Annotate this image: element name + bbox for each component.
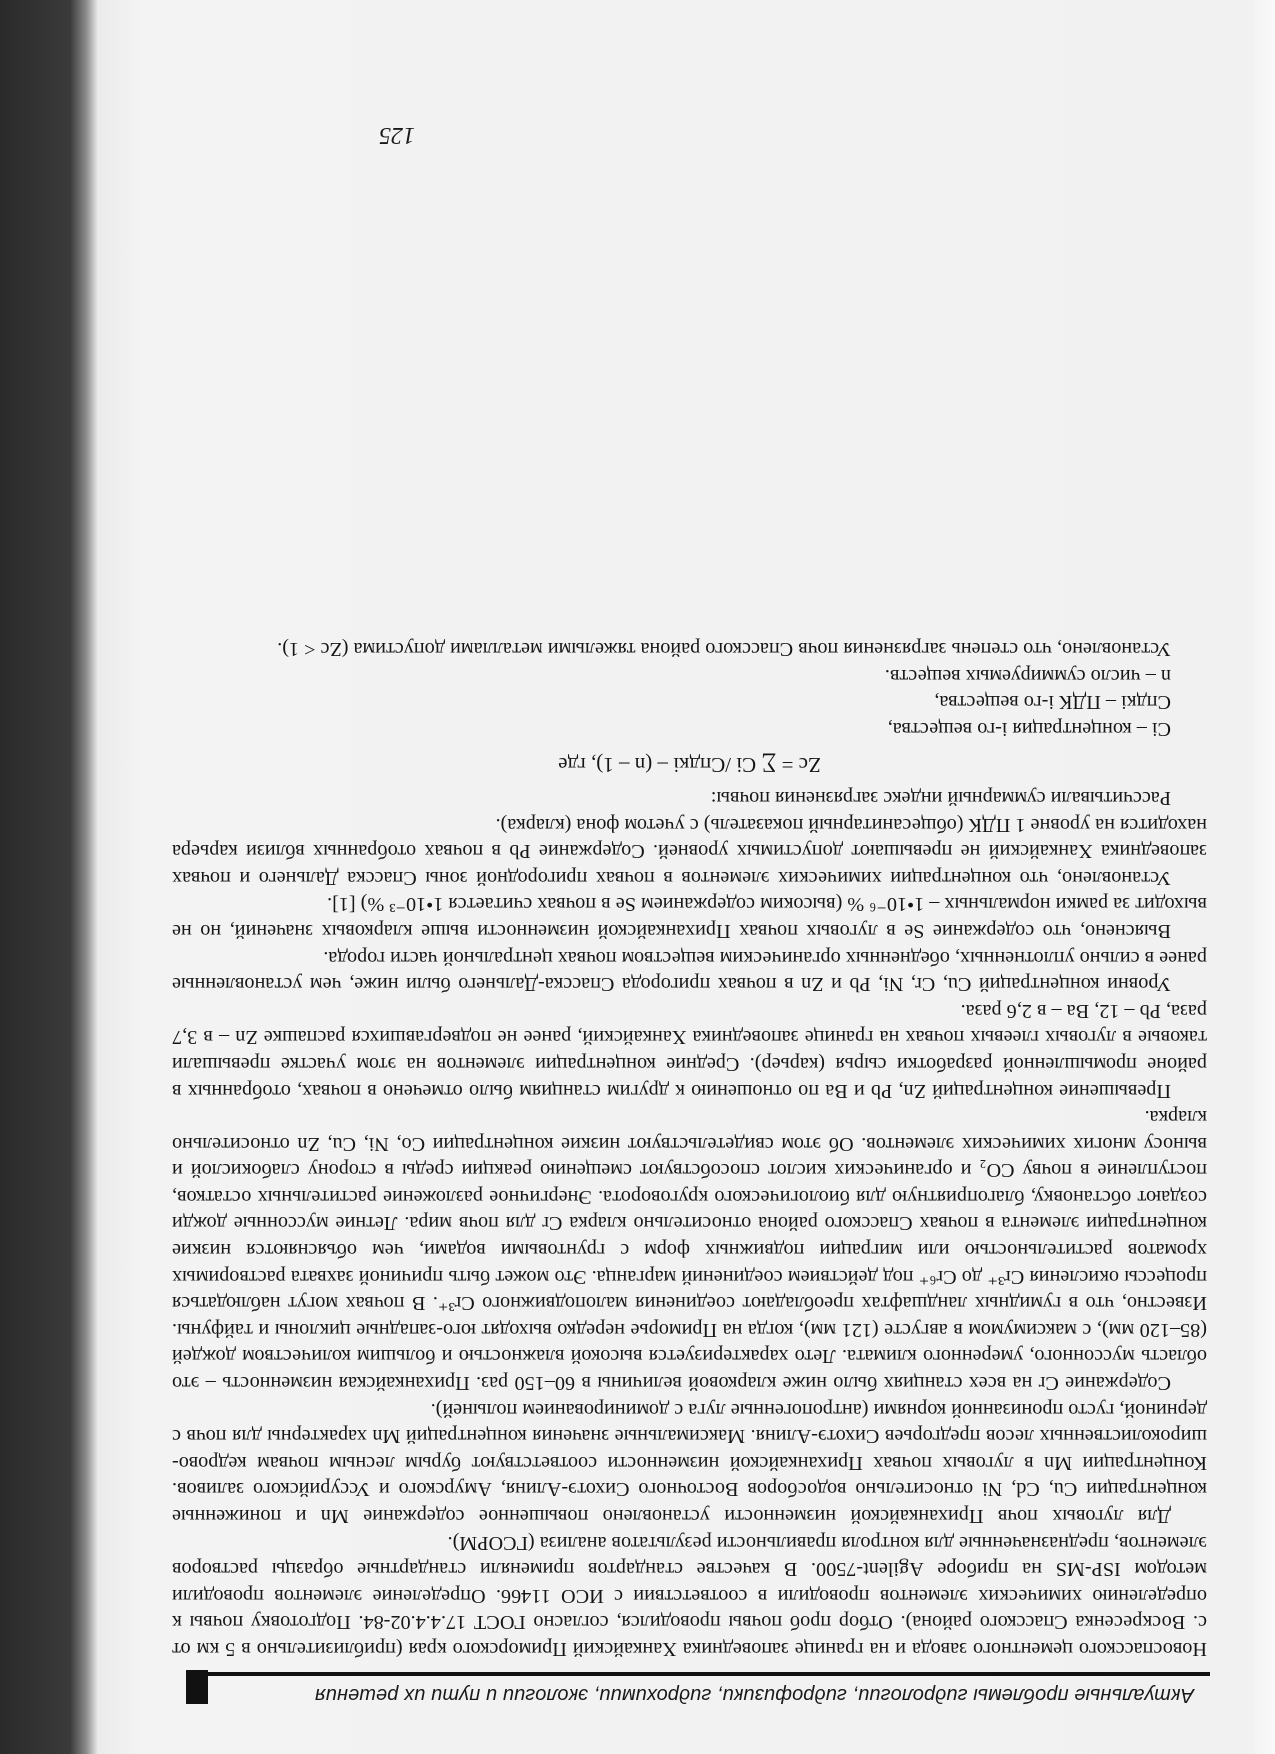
- conclusion-paragraph: Установлено, что степень загрязнения почв Спасского района тяжелыми металлами допустима (Zc < 1).: [277, 638, 1171, 661]
- article-body: [172, 635, 1207, 1662]
- legend-line: Ci – концентрация i-го вещества,: [887, 717, 1171, 740]
- paragraph: Уровни концентраций Cu, Cr, Ni, Pb и Zn в почвах пригорода Спасска-Дальнего были ниже, чем установленные ранее в сильно уплотненных, обедненных органическим веществом почвах центральной части города.: [172, 946, 1207, 996]
- formula: Zc = ∑ Ci /Спдкi – (n – 1), где: [558, 753, 821, 778]
- paragraph: Новоспасского цементного завода и на границе заповедника Ханкайский Приморского края (приблизительно в 5 км от с. Воскресенка Спасского района). Отбор проб почвы проводился, согласно ГОСТ 17.4.4.02-84. Подготовку почвы к определению химических элементов проводили в соответствии с ИСО 11466. Определение элементов проводили методом ISP-MS на приборе Agilent-7500. В качестве стандартов применяли стандартные образцы растворов элементов, предназначенные для контроля правильности результатов анализа (ГСОРМ).: [172, 1531, 1207, 1660]
- paragraph: Содержание Cr на всех станциях было ниже кларковой величины в 60–150 раз. Приханкайская низменность – это область муссонного, умеренного климата. Лето характеризуется высокой влажностью и большим количеством дождей (85–120 мм), с максимумом в августе (121 мм), когда на Приморье нередко выходят юго-западные циклоны и тайфуны. Известно, что в гумидных ландшафтах преобладают соединения малоподвижного Cr³⁺. В почвах могут наблюдаться процессы окисления Cr³⁺ до Cr⁶⁺ под действием соединений марганца. Это может быть причиной захвата растворимых хроматов растительностью или миграции подвижных форм с грунтовыми водами, чем объясняются низкие концентрации элемента в почвах Спасского района относительно кларка Cr для почв мира. Летние муссонные дожди создают обстановку, благоприятную для биологического круговорота. Энергичное разложение растительных остатков, поступление в почву CO₂ и органических кислот способствуют смещению реакции среды в сторону слабокислой и выносу многих химических элементов. Об этом свидетельствуют низкие концентрации Co, Ni, Cu, Zn относительно кларка.: [172, 1106, 1207, 1395]
- paragraph: Выяснено, что содержание Se в луговых почвах Приханкайской низменности выше кларковых значений, но не выходит за рамки нормальных – 1•10⁻⁶ % (высоким содержанием Se в почвах считается 1•10⁻³ %) [1].: [172, 893, 1207, 942]
- paragraph: Рассчитывали суммарный индекс загрязнения почвы:: [710, 787, 1171, 809]
- page-number: 125: [379, 122, 415, 148]
- legend-line: n – число суммируемых веществ.: [884, 664, 1171, 687]
- paragraph: Превышение концентраций Zn, Pb и Ba по отношению к другим станциям было отмечено в почвах, отобранных в районе промышленной разработки сырья (карьер). Средние концентрации элементов на этом участке превышали таковые в луговых глеевых почвах на границе заповедника Ханкайский, ранее не подвергавшихся распашке Zn – в 3,7 раза, Pb – 12, Ba – в 2,6 раза.: [172, 999, 1207, 1102]
- paragraph: Для луговых почв Приханкайской низменности установлено повышенное содержание Mn и пониженные концентрации Cu, Cd, Ni относительно водосборов Восточного Сихотэ-Алиня, Амурского и Уссурийского заливов. Концентрации Mn в луговых почвах Приханкайской низменности соответствуют бурым лесным почвам кедрово-широколиственных лесов предгорьев Сихотэ-Алиня. Максимальные значения концентраций Mn характерны для почв с дерниной, густо пронизанной корнями (антропогенные луга с доминированием полыней).: [172, 1398, 1207, 1528]
- header-page-mark: [186, 1670, 208, 1704]
- running-header: [190, 1672, 1210, 1706]
- legend-line: Спдкi – ПДК i-го вещества,: [934, 691, 1171, 714]
- paragraph: Установлено, что концентрации химических элементов в почвах пригородной зоны Спасска Дальнего и почвах заповедника Ханкайский не превышают допустимых уровней. Содержание Pb в почвах отобранных вблизи карьера находится на уровне 1 ПДК (общесанитарный показатель) с учетом фона (кларка).: [172, 813, 1207, 889]
- running-title: Актуальные проблемы гидрологии, гидрофизики, гидрохимии, экологии и пути их решения: [314, 1684, 1194, 1706]
